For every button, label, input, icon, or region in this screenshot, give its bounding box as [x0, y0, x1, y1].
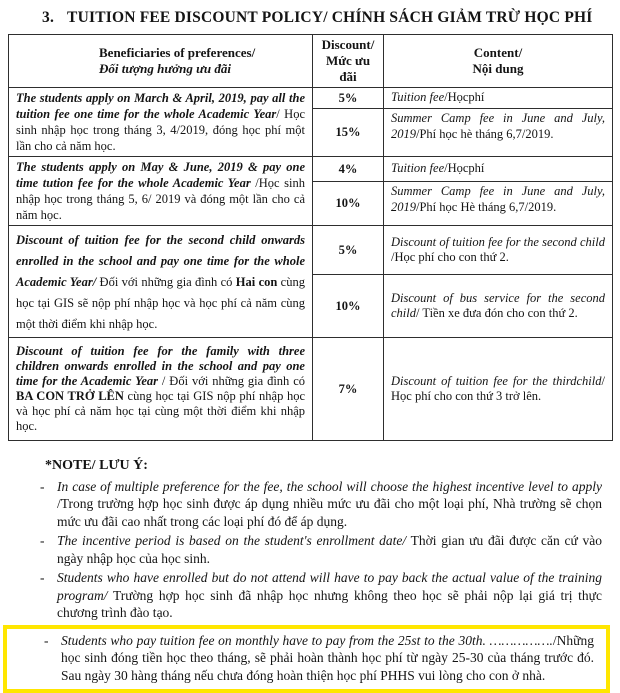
- bullet-dash: -: [40, 532, 57, 567]
- text-segment: /Họcphí: [444, 161, 484, 175]
- text-segment: /Những học sinh đóng tiền học theo tháng, sẽ phải hoàn thành học phí từ ngày 25-30 của tháng trước đó. Sau ngày 30 hàng tháng nếu chưa đóng hoàn thiện học phí PHHS vui lòng cho con ở nhà.: [61, 633, 594, 683]
- text-segment: Hai con: [236, 275, 278, 289]
- content-cell: [384, 88, 613, 109]
- table-header-row: [9, 35, 613, 88]
- page-title: [0, 0, 620, 27]
- content-cell: [384, 157, 613, 182]
- beneficiary-cell-second-child: [9, 226, 313, 338]
- header-content-en: Content/: [474, 45, 522, 60]
- content-cell: [384, 109, 613, 157]
- text-segment: / Học phí cho con thứ 3 trở lên.: [391, 374, 605, 404]
- bullet-dash: -: [44, 632, 61, 685]
- text-segment: /Học phí cho con thứ 2.: [391, 250, 509, 264]
- text-segment: The students apply on March & April, 2019, pay all the tuition fee one time for the whole Academic Year: [16, 91, 305, 121]
- header-beneficiaries: [9, 35, 313, 88]
- discount-cell: 10%: [313, 182, 384, 226]
- text-segment: / Học sinh nhập học trong tháng 3, 4/2019, đóng học phí một lần cho cả năm học.: [16, 107, 305, 153]
- text-segment: Discount of tuition fee for the family with three children onwards enrolled in the school and pay one time for the Academic Year: [16, 344, 305, 388]
- text-segment: /Trong trường hợp học sinh được áp dụng nhiều mức ưu đãi cho một loại phí, Nhà trường sẽ chọn mức ưu đãi cao nhất trong các loại phí đó để áp dụng.: [57, 496, 602, 529]
- note-item: [40, 478, 610, 531]
- bullet-dash: -: [40, 478, 57, 531]
- note-item-text: [57, 478, 602, 531]
- header-beneficiaries-en: Beneficiaries of preferences/: [99, 45, 255, 60]
- text-segment: /Họcphí: [444, 90, 484, 104]
- note-item: [40, 532, 610, 567]
- table-row: [9, 88, 613, 109]
- text-segment: In case of multiple preference for the fee, the school will choose the highest incentive level to apply: [57, 479, 602, 494]
- discount-policy-table: [8, 34, 613, 441]
- beneficiary-cell-march-april: [9, 88, 313, 157]
- text-segment: /Học sinh nhập học trong tháng 5, 6/ 2019 và đóng một lần cho cả năm học.: [16, 176, 305, 222]
- text-segment: Students who pay tuition fee on monthly have to pay from the 25st to the 30th. …………….: [61, 633, 553, 648]
- note-item-text: [57, 569, 602, 622]
- text-segment: cùng học tại GIS nộp phí nhập học và học phí cả năm học tại cùng một thời điểm khi nhập học.: [16, 389, 305, 433]
- beneficiary-cell-may-june: [9, 157, 313, 226]
- note-heading: *NOTE/ LƯU Ý:: [45, 457, 610, 475]
- note-section: [8, 457, 610, 693]
- text-segment: Đối với những gia đình có: [96, 275, 236, 289]
- text-segment: Tuition fee: [391, 90, 444, 104]
- text-segment: Discount of bus service for the second child: [391, 291, 605, 321]
- beneficiary-cell-three-children: [9, 338, 313, 441]
- text-segment: Summer Camp fee in June and July, 2019: [391, 111, 605, 141]
- bullet-dash: -: [40, 569, 57, 622]
- text-segment: BA CON TRỞ LÊN: [16, 389, 124, 403]
- discount-cell: 7%: [313, 338, 384, 441]
- header-beneficiaries-vi: Đối tượng hưởng ưu đãi: [99, 61, 231, 76]
- text-segment: /Phí học Hè tháng 6,7/2019.: [416, 200, 556, 214]
- discount-cell: 15%: [313, 109, 384, 157]
- text-segment: Discount of tuition fee for the second child: [391, 235, 605, 249]
- note-item-text: [57, 532, 602, 567]
- table-row: [9, 157, 613, 182]
- text-segment: cùng học tại GIS sẽ nộp phí nhập học và học phí cả năm cùng một thời điểm khi nhập học.: [16, 275, 305, 331]
- highlight-box: [3, 625, 610, 693]
- header-content-vi: Nội dung: [473, 61, 524, 76]
- header-discount-vi: Mức ưu đãi: [326, 53, 370, 84]
- table-row: [9, 338, 613, 441]
- note-item-highlighted: [44, 632, 602, 685]
- discount-cell: 5%: [313, 88, 384, 109]
- note-item-text: [61, 632, 594, 685]
- header-content: [384, 35, 613, 88]
- text-segment: / Tiền xe đưa đón cho con thứ 2.: [416, 306, 578, 320]
- discount-cell: 10%: [313, 275, 384, 338]
- content-cell: [384, 338, 613, 441]
- text-segment: Tuition fee: [391, 161, 444, 175]
- content-cell: [384, 226, 613, 275]
- discount-cell: 4%: [313, 157, 384, 182]
- text-segment: The students apply on May & June, 2019 & pay one time tution fee for the whole Academic Year: [16, 160, 305, 190]
- title-text: TUITION FEE DISCOUNT POLICY/ CHÍNH SÁCH GIẢM TRỪ HỌC PHÍ: [67, 9, 593, 26]
- text-segment: Thời gian ưu đãi được căn cứ vào ngày nhập học của học sinh.: [57, 533, 602, 566]
- note-item: [40, 569, 610, 622]
- title-number: 3.: [42, 9, 54, 26]
- header-discount: [313, 35, 384, 88]
- text-segment: Discount of tuition fee for the second child onwards enrolled in the school and pay one time for the whole Academic Year/: [16, 233, 305, 289]
- table-row: [9, 226, 613, 275]
- discount-cell: 5%: [313, 226, 384, 275]
- text-segment: Discount of tuition fee for the thirdchild: [391, 374, 602, 388]
- header-discount-en: Discount/: [322, 37, 375, 52]
- text-segment: Trường hợp học sinh đã nhập học nhưng không theo học sẽ phải nộp lại giá trị thực chương trình đào tạo.: [57, 588, 602, 621]
- text-segment: The incentive period is based on the student's enrollment date/: [57, 533, 406, 548]
- text-segment: Summer Camp fee in June and July, 2019: [391, 184, 605, 214]
- text-segment: Students who have enrolled but do not attend will have to pay back the actual value of the training program/: [57, 570, 602, 603]
- content-cell: [384, 275, 613, 338]
- content-cell: [384, 182, 613, 226]
- text-segment: / Đối với những gia đình có: [158, 374, 305, 388]
- text-segment: /Phí học hè tháng 6,7/2019.: [416, 127, 554, 141]
